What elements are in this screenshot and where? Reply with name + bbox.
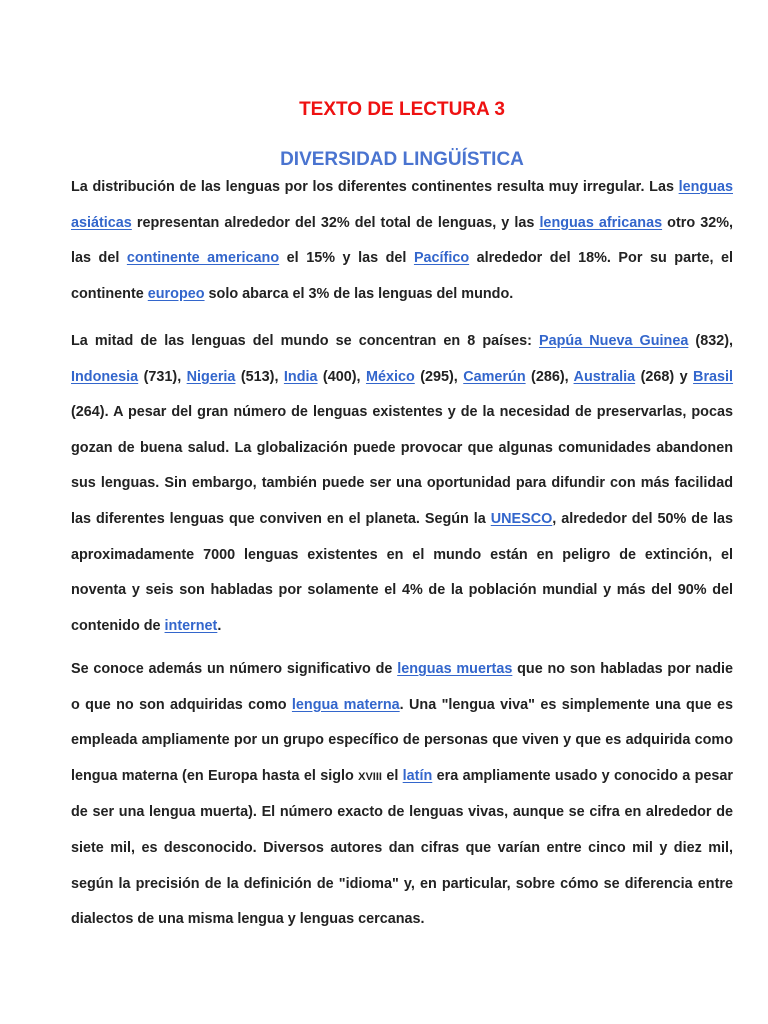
paragraph-text: (286), (525, 368, 574, 385)
link-lengua-materna[interactable]: lengua materna (291, 696, 400, 713)
paragraph-text: . (217, 617, 222, 634)
century-numeral: XVIII (358, 770, 382, 783)
paragraph-text: (731), (138, 368, 187, 385)
paragraph-text: (264). A pesar del gran número de lenguas existentes y de la necesidad de preservarlas, pocas gozan de buena salud. La globalización puede provocar que algunas comunidades abandonen sus lenguas. Sin embargo, también puede ser una oportunidad para difundir con más facilidad las diferentes lenguas que conviven en el planeta. Según la (71, 404, 733, 527)
paragraph-text: La distribución de las lenguas por los diferentes continentes resulta muy irregular. Las (71, 179, 679, 195)
paragraph-text: solo abarca el 3% de las lenguas del mundo. (204, 285, 514, 302)
paragraph-text: Se conoce además un número significativo de (71, 661, 398, 677)
link-mexico[interactable]: México (365, 368, 415, 385)
paragraph-text: el 15% y las del (279, 250, 414, 267)
paragraph-text: . Una "lengua viva" es simplemente una que es empleada ampliamente por un grupo específico de personas que viven y que es adquirida como lengua materna (en Europa hasta el siglo (71, 696, 734, 784)
paragraph-continents (71, 170, 733, 312)
link-internet[interactable]: internet (164, 617, 218, 634)
link-lenguas-muertas[interactable]: lenguas muertas (397, 661, 513, 677)
link-australia[interactable]: Australia (573, 368, 636, 385)
paragraph-text: (400), (317, 368, 366, 385)
link-papua-nueva-guinea[interactable]: Papúa Nueva Guinea (539, 333, 689, 349)
paragraph-text: (513), (235, 368, 284, 385)
paragraph-text: otro 32%, las del (71, 214, 733, 267)
paragraph-text: (832), (688, 333, 734, 349)
section-title: DIVERSIDAD LINGÜÍSTICA (280, 149, 524, 170)
page-title: TEXTO DE LECTURA 3 (299, 99, 505, 120)
link-nigeria[interactable]: Nigeria (186, 368, 236, 385)
link-camerun[interactable]: Camerún (463, 368, 526, 385)
link-lenguas-asiaticas[interactable]: lenguas asiáticas (71, 179, 733, 231)
paragraph-text: que no son habladas por nadie o que no son adquiridas como (71, 661, 733, 713)
paragraph-text: el (381, 767, 403, 784)
link-indonesia[interactable]: Indonesia (71, 368, 139, 385)
link-latin[interactable]: latín (402, 767, 433, 784)
link-brasil[interactable]: Brasil (693, 368, 734, 385)
link-europeo[interactable]: europeo (147, 285, 205, 302)
paragraph-text: , alrededor del 50% de las aproximadamente 7000 lenguas existentes en el mundo están en peligro de extinción, el noventa y seis son habladas por solamente el 4% de la población mundial y más del 90% del contenido de (71, 510, 733, 634)
link-continente-americano[interactable]: continente americano (126, 250, 280, 267)
paragraph-text: era ampliamente usado y conocido a pesar de ser una lengua muerta). El número exacto de lenguas vivas, aunque se cifra en alrededor de siete mil, es desconocido. Diversos autores dan cifras que varían entre cinco mil y diez mil, según la precisión de la definición de "idioma" y, en particular, sobre cómo se diferencia entre dialectos de una misma lengua y lenguas cercanas. (71, 767, 734, 928)
paragraph-text: (268) y (635, 368, 694, 385)
paragraph-dead-languages (71, 652, 733, 938)
paragraph-countries (71, 324, 733, 644)
paragraph-text: (295), (414, 368, 464, 385)
link-india[interactable]: India (283, 368, 318, 385)
link-lenguas-africanas[interactable]: lenguas africanas (539, 214, 663, 231)
paragraph-text: La mitad de las lenguas del mundo se concentran en 8 países: (71, 333, 540, 349)
link-unesco[interactable]: UNESCO (490, 510, 553, 527)
paragraph-text: alrededor del 18%. Por su parte, el continente (71, 250, 733, 302)
link-pacifico[interactable]: Pacífico (413, 250, 470, 267)
paragraph-text: representan alrededor del 32% del total de lenguas, y las (131, 214, 540, 231)
